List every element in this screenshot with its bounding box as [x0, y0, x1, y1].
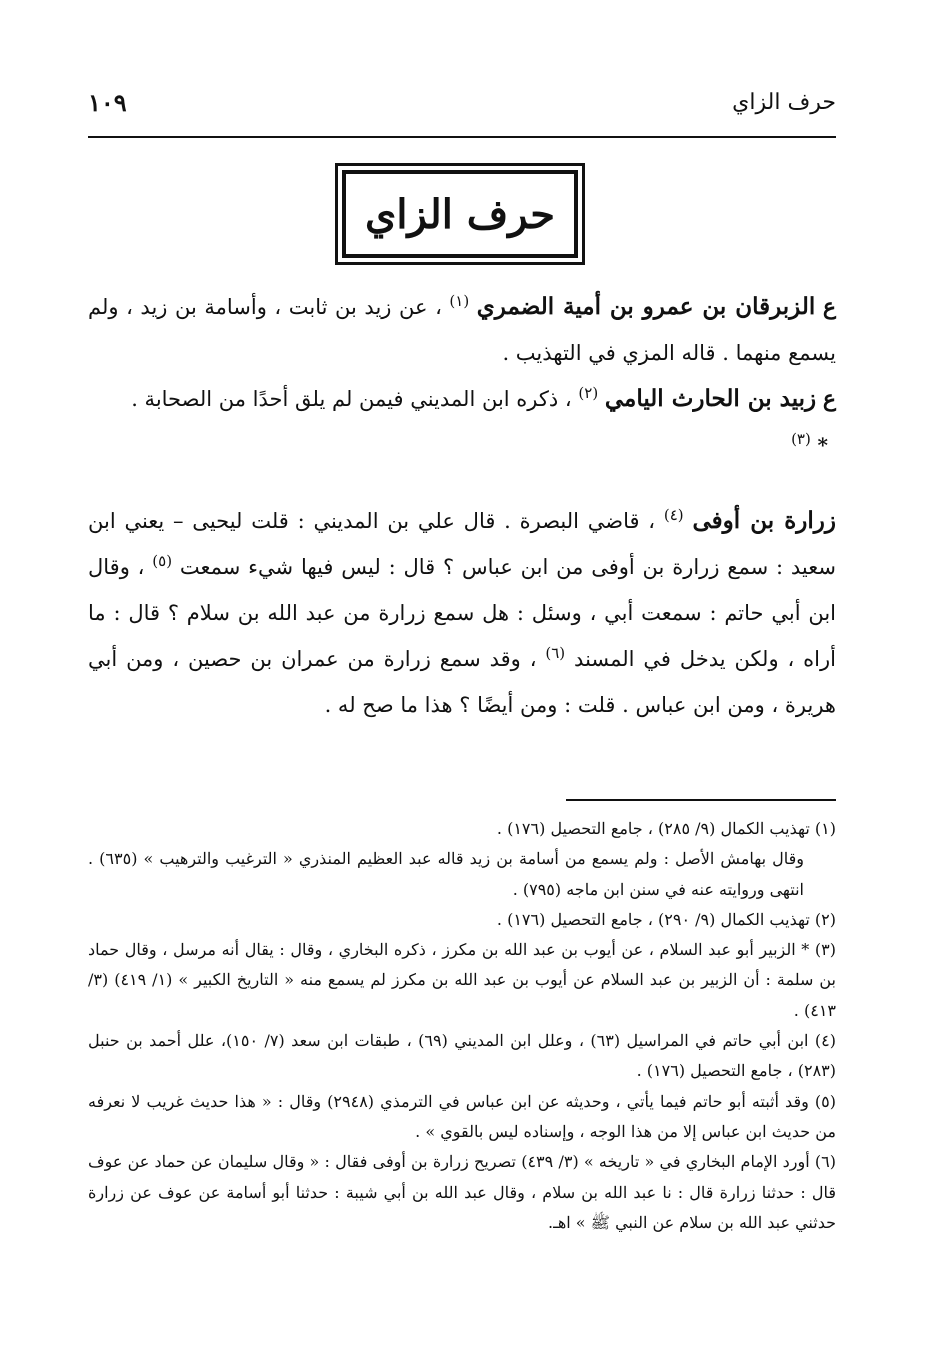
- footnote-separator: [566, 799, 836, 801]
- entry-zubaid: [88, 376, 836, 422]
- footnote-ref: (٢): [578, 384, 599, 402]
- entry-siglum: ع: [822, 294, 836, 320]
- chapter-title-frame: [335, 163, 585, 265]
- footnotes: [88, 814, 836, 1238]
- entry-name: زرارة بن أوفى: [692, 507, 836, 534]
- footnote-2: (٢) تهذيب الكمال (٩/ ٢٩٠) ، جامع التحصيل (١٧٦) .: [496, 909, 836, 929]
- entry-name: الزبرقان بن عمرو بن أمية الضمري: [476, 293, 816, 320]
- entry-star: [88, 422, 836, 468]
- footnote-5: (٥) وقد أثبته أبو حاتم فيما يأتي ، وحديثه عن ابن عباس في الترمذي (٢٩٤٨) وقال : « هذا حديث غريب لا نعرفه من حديث ابن عباس إلا من هذا الوجه ، وإسناده ليس بالقوي » .: [88, 1091, 836, 1141]
- entry-text: ، وقال ابن أبي حاتم : سمعت أبي ، وسئل : هل سمع زرارة من عبد الله بن سلام ؟ قال : ما أراه ، ولكن يدخل في المسند: [88, 555, 836, 671]
- entry-text: ، ذكره ابن المديني فيمن لم يلق أحدًا من الصحابة .: [131, 387, 572, 411]
- spacer: [88, 468, 836, 498]
- entry-name: زبيد بن الحارث اليامي: [604, 385, 817, 412]
- footnote-ref: (١): [449, 292, 470, 310]
- entry-zibriqan: [88, 284, 836, 376]
- main-text: [88, 284, 836, 728]
- running-header: [88, 84, 836, 120]
- footnote-4: (٤) ابن أبي حاتم في المراسيل (٦٣) ، وعلل ابن المديني (٦٩) ، طبقات ابن سعد (٧/ ١٥٠)، علل أحمد بن حنبل (٢٨٣) ، جامع التحصيل (١٧٦) .: [88, 1031, 836, 1081]
- chapter-title-inner-frame: [342, 170, 578, 258]
- entry-text: ، وقد سمع زرارة من عمران بن حصين ، ومن أبي هريرة ، ومن ابن عباس . قلت : ومن أيضًا ؟ هذا ما صح له .: [88, 647, 836, 717]
- footnote-ref: (٣): [791, 430, 811, 448]
- footnote-1: (١) تهذيب الكمال (٩/ ٢٨٥) ، جامع التحصيل (١٧٦) .: [496, 819, 836, 838]
- footnote-3: (٣) * الزبير أبو عبد السلام ، عن أيوب بن عبد الله بن مكرز ، ذكره البخاري ، وقال : يقال أنه مرسل ، وقال حماد بن سلمة : أن الزبير بن عبد السلام عن أيوب بن عبد الله بن مكرز لم يسمع منه « التاريخ الكبير » (١/ ٤١٩) (٣/ ٤١٣) .: [88, 940, 836, 1020]
- entry-siglum: ع: [822, 386, 836, 412]
- footnote-ref: (٦): [545, 644, 566, 662]
- footnote-ref: (٥): [152, 552, 173, 570]
- footnote-6: (٦) أورد الإمام البخاري في « تاريخه » (٣/ ٤٣٩) تصريح زرارة بن أوفى فقال : « وقال سليمان عن حماد عن عوف قال : حدثنا زرارة قال : نا عبد الله بن سلام ، وقال عبد الله بن أبي شيبة : حدثنا أبو أسامة عن عوف عن زرارة حدثني عبد الله بن سلام عن النبي ﷺ » اهـ.: [88, 1152, 837, 1232]
- header-title: حرف الزاي: [732, 89, 836, 115]
- page-number: ١٠٩: [88, 87, 127, 117]
- footnote-ref: (٤): [663, 506, 684, 524]
- header-rule: [88, 136, 836, 138]
- entry-zurara: [88, 498, 836, 728]
- footnote-1-continuation: وقال بهامش الأصل : ولم يسمع من أسامة بن زيد قاله عبد العظيم المنذري « الترغيب والترهيب » (٦٣٥) . انتهى وروايته عنه في سنن ابن ماجه (٧٩٥) .: [88, 849, 805, 899]
- star-marker: *: [817, 433, 828, 457]
- entry-text: ، قاضي البصرة . قال علي بن المديني : قلت ليحيى – يعني ابن سعيد : سمع زرارة بن أوفى من ابن عباس ؟ قال : ليس فيها شيء سمعت: [88, 509, 836, 579]
- chapter-title: حرف الزاي: [365, 190, 555, 238]
- entry-text: ، عن زيد بن ثابت ، وأسامة بن زيد ، ولم يسمع منهما . قاله المزي في التهذيب .: [88, 295, 836, 365]
